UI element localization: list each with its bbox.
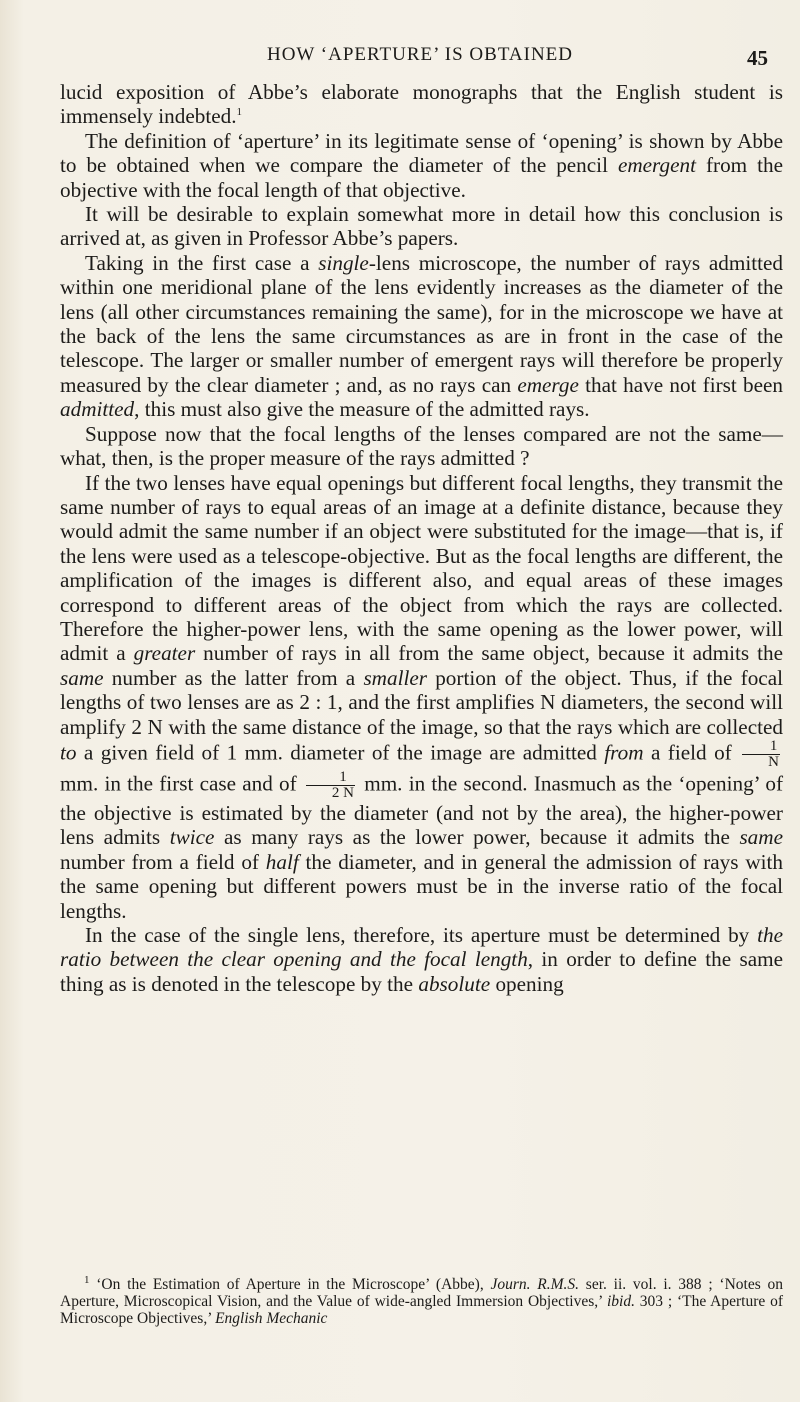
- paragraph-focal-lengths: [60, 471, 783, 924]
- emphasis: half: [265, 849, 299, 874]
- emphasis: to: [60, 740, 77, 765]
- footnote-text: ser. ii. vol. i. 388 ; ‘Notes on Aperture, Microscopical Vision, and the Value of wide-angled Immersion Objectives,’: [60, 1276, 783, 1310]
- emphasis: emerge: [517, 372, 579, 397]
- emphasis: the ratio between the clear opening and the focal length: [60, 923, 783, 972]
- emphasis: absolute: [418, 971, 491, 996]
- body-text: [60, 80, 783, 996]
- text-run: -lens microscope, the number of rays admitted within one meridional plane of the lens evidently increases as the diameter of the lens (all other circumstances remaining the same), for in the microscope we have at the back of the lens the same circumstances as are in front in the case of the telescope. The larger or smaller number of emergent rays will therefore be properly measured by the clear diameter ; and, as no rays can: [60, 250, 783, 397]
- text-run: Suppose now that the focal lengths of the lenses compared are not the same—what, then, is the proper measure of the rays admitted ?: [60, 421, 783, 471]
- text-run: portion of the object. Thus, if the focal lengths of two lenses are as 2 : 1, and the first amplifies N diameters, the second will amplify 2 N with the same distance of the image, so that the rays which are collected: [60, 665, 783, 739]
- emphasis: same: [60, 665, 104, 690]
- page-number: 45: [747, 46, 768, 70]
- emphasis: smaller: [363, 665, 427, 690]
- text-run: a given field of 1 mm. diameter of the image are admitted: [76, 740, 605, 765]
- footnote-mark: 1: [84, 1273, 90, 1286]
- text-run: number from a field of: [60, 849, 266, 874]
- paragraph-explanation-intro: [60, 202, 783, 251]
- paragraph-single-lens: [60, 251, 783, 422]
- footnote-reference: 1: [236, 106, 243, 119]
- text-run: , in order to define the same thing as is denoted in the telescope by the: [60, 947, 783, 996]
- footnote-ibid: ibid.: [606, 1293, 635, 1310]
- text-run: If the two lenses have equal openings but different focal lengths, they transmit the same number of rays to equal areas of an image at a definite distance, because they would admit the same number if an object were substituted for the image—that is, if the lens were used as a telescope-objective. But as the focal lengths are different, the amplification of the images is different also, and equal areas of these images correspond to different areas of the object from which the rays are collected. Therefore the higher-power lens, with the same opening as the lower power, will admit a: [60, 470, 783, 666]
- fraction-numerator: 1: [742, 739, 780, 755]
- text-run: mm. in the first case and of: [60, 771, 303, 796]
- footnote-text: 303 ; ‘The Aperture of Microscope Objectives,’: [60, 1293, 783, 1327]
- paragraph-aperture-definition: [60, 129, 783, 202]
- paragraph-question: [60, 422, 783, 471]
- fraction-denominator: N: [768, 753, 779, 770]
- paragraph-continuation: [60, 80, 783, 129]
- fraction-one-over-n: [742, 739, 780, 770]
- emphasis: emergent: [617, 153, 696, 178]
- footnote: [60, 1273, 783, 1327]
- emphasis: greater: [133, 641, 196, 666]
- running-head: [60, 44, 780, 72]
- footnote-journal: Journ. R.M.S.: [490, 1276, 580, 1293]
- text-run: , this must also give the measure of the admitted rays.: [134, 397, 590, 422]
- footnote-text: ‘On the Estimation of Aperture in the Microscope’ (Abbe),: [89, 1276, 491, 1293]
- paragraph-single-lens-aperture: [60, 923, 783, 996]
- text-run: the diameter, and in general the admission of rays with the same opening but different powers must be in the inverse ratio of the focal lengths.: [60, 849, 783, 923]
- text-run: The definition of ‘aperture’ in its legitimate sense of ‘opening’ is shown by Abbe to be obtained when we compare the diameter of the pencil: [60, 128, 783, 178]
- emphasis: same: [739, 825, 783, 850]
- emphasis: single: [318, 250, 369, 275]
- text-run: number as the latter from a: [103, 665, 364, 690]
- emphasis: twice: [169, 825, 215, 850]
- text-run: lucid exposition of Abbe’s elaborate monographs that the English student is immensely indebted.: [60, 80, 783, 129]
- fraction-one-over-2n: [306, 770, 355, 801]
- footnote-periodical: English Mechanic: [215, 1310, 328, 1327]
- fraction-numerator: 1: [306, 770, 355, 786]
- text-run: that have not first been: [578, 372, 783, 397]
- text-run: opening: [490, 971, 564, 996]
- fraction-denominator: 2 N: [331, 784, 355, 801]
- text-run: a field of: [643, 740, 740, 765]
- text-run: Taking in the first case a: [85, 250, 319, 275]
- text-run: mm. in the second. Inasmuch as the ‘opening’ of the objective is estimated by the diameter (and not by the area), the higher-power lens admits: [60, 771, 784, 850]
- text-run: It will be desirable to explain somewhat more in detail how this conclusion is arrived at, as given in Professor Abbe’s papers.: [60, 202, 783, 251]
- emphasis: admitted: [60, 397, 135, 422]
- text-run: from the objective with the focal length of that objective.: [60, 153, 783, 202]
- text-run: In the case of the single lens, therefore, its aperture must be determined by: [85, 923, 758, 947]
- text-run: number of rays in all from the same object, because it admits the: [195, 641, 784, 666]
- emphasis: from: [604, 740, 644, 765]
- text-run: as many rays as the lower power, because it admits the: [214, 825, 740, 850]
- running-title: HOW ‘APERTURE’ IS OBTAINED: [266, 44, 574, 65]
